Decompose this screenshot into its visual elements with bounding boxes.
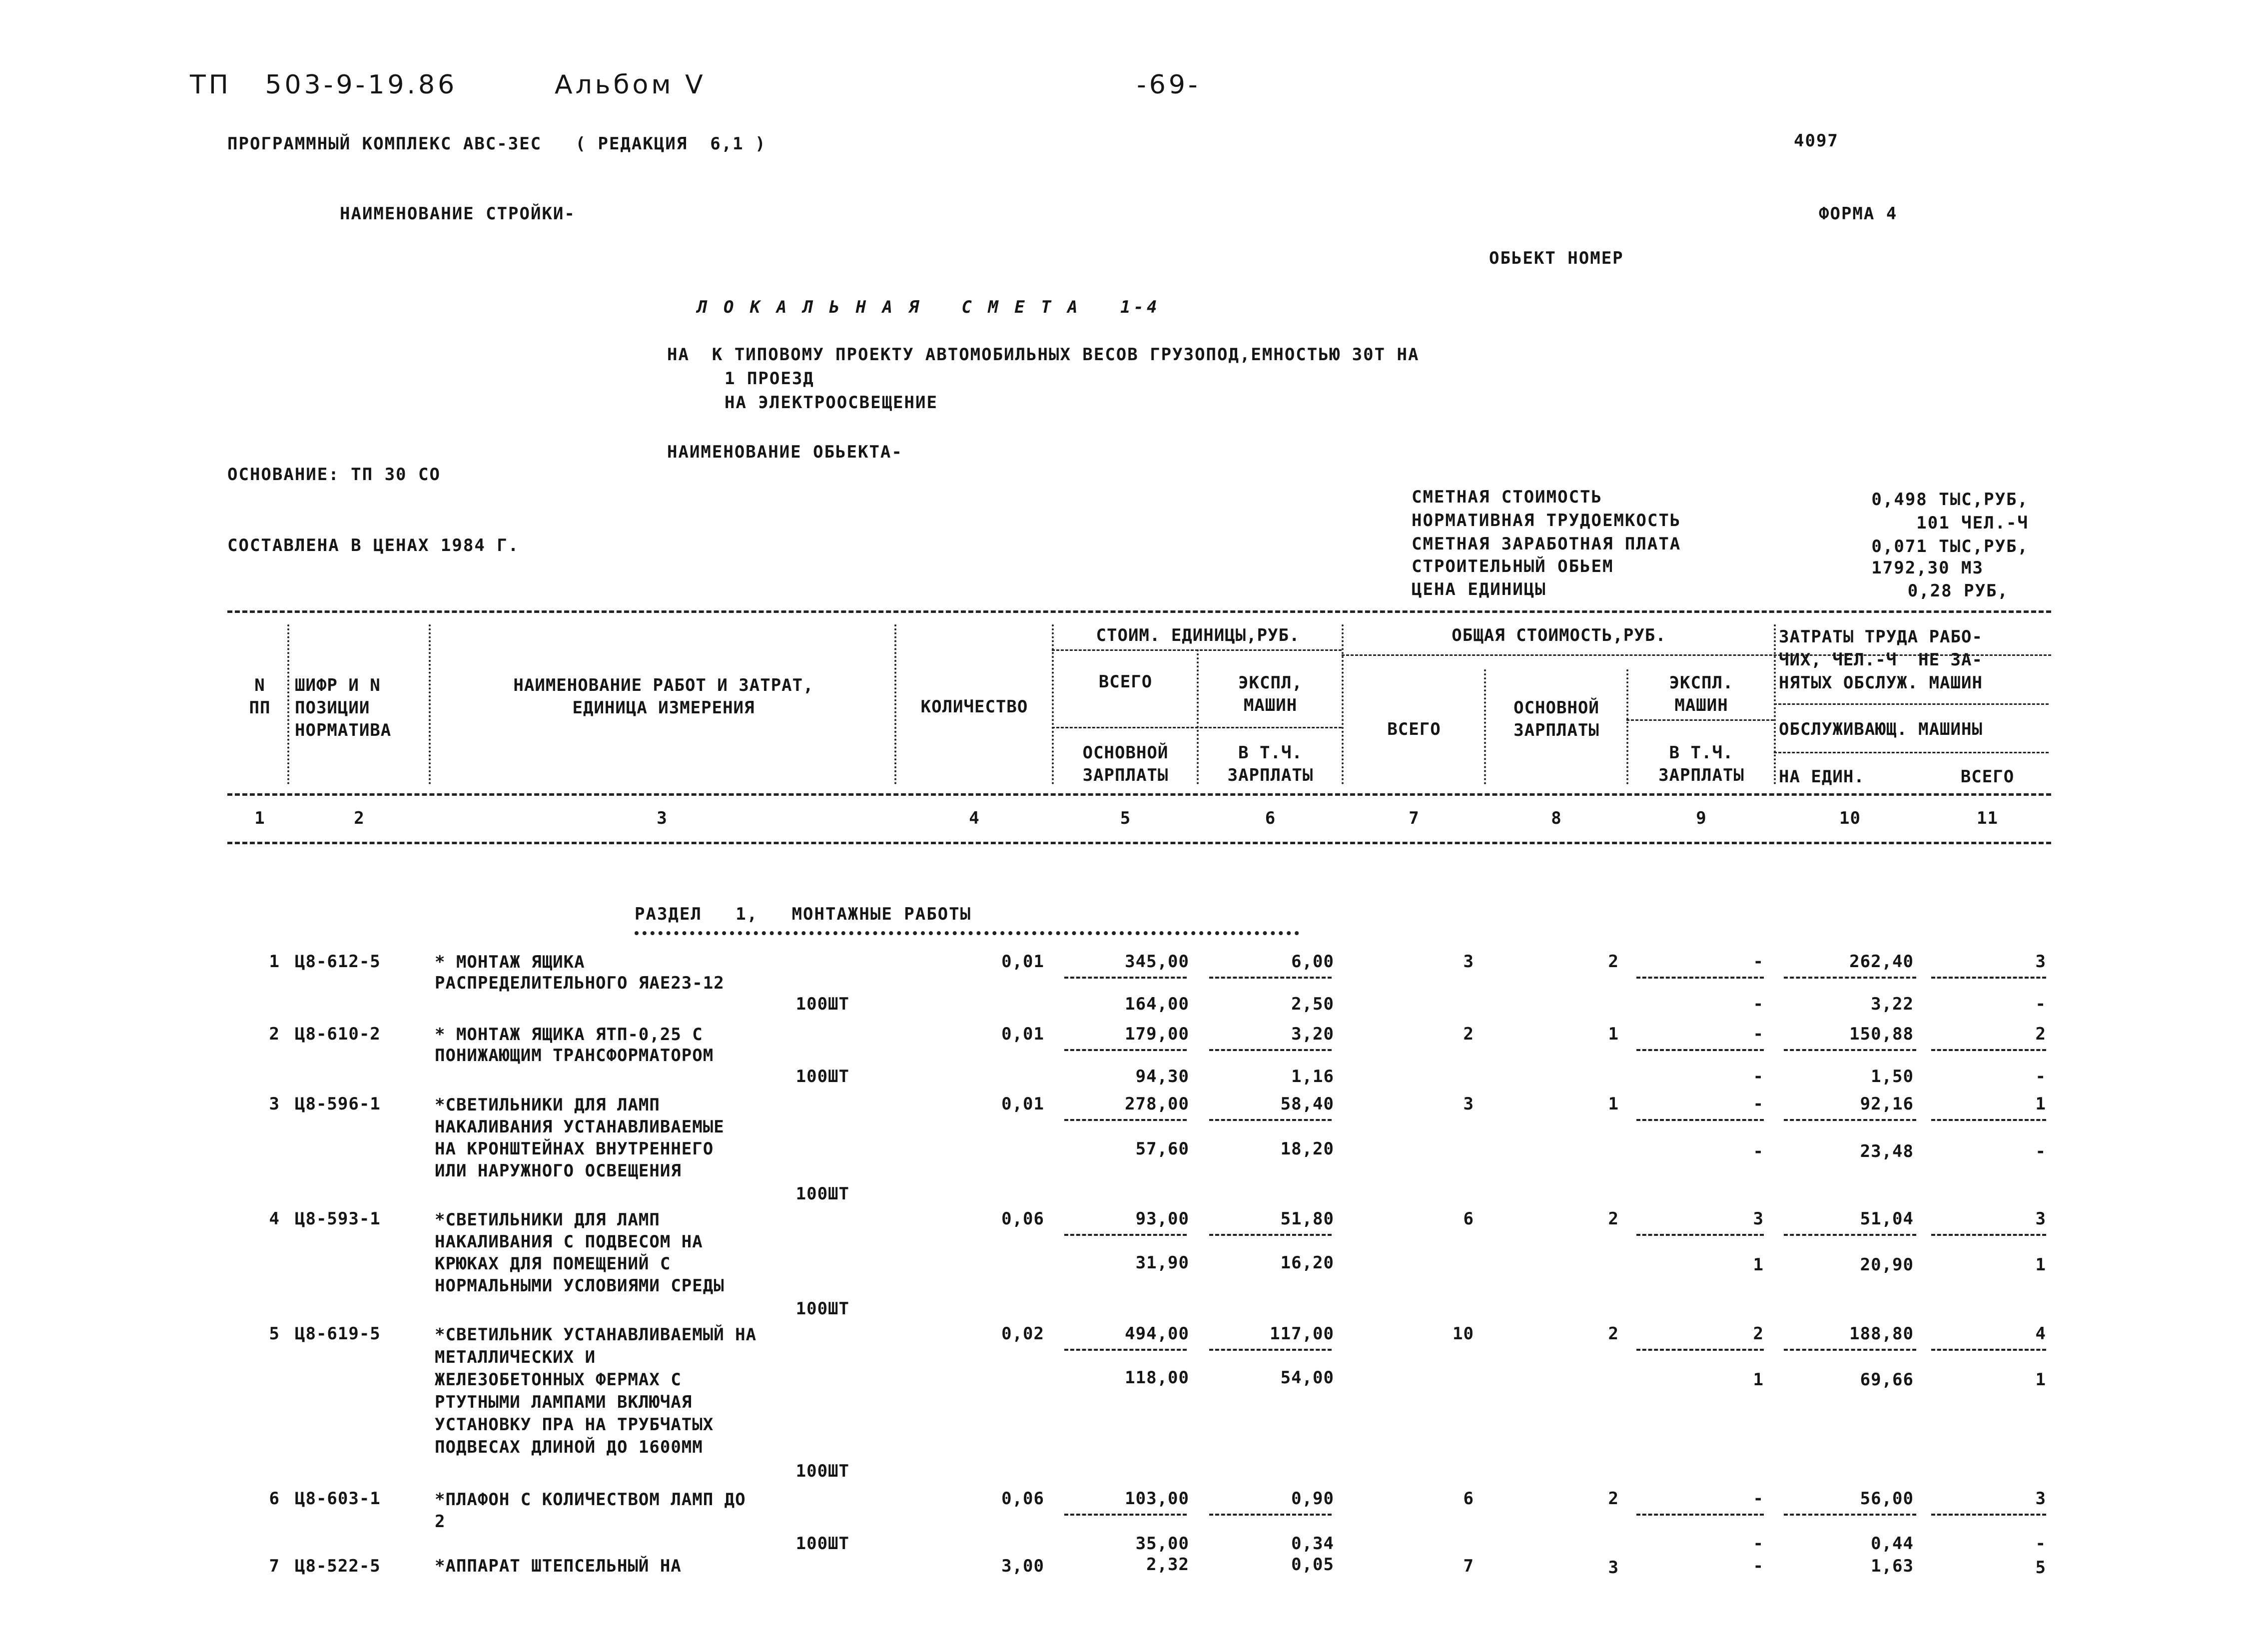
summary-label-unit-price: ЦЕНА ЕДИНИЦЫ <box>1412 579 1546 599</box>
row-unit: 100ШТ <box>795 1461 849 1481</box>
row-labor-total: 3 <box>2035 952 2046 972</box>
row-divider <box>1636 977 1764 979</box>
row-divider <box>1931 1049 2046 1051</box>
row-service-unit: 23,48 <box>1860 1141 1914 1161</box>
header-tc-total: ВСЕГО <box>1387 719 1441 739</box>
subtitle-line-1: НА К ТИПОВОМУ ПРОЕКТУ АВТОМОБИЛЬНЫХ ВЕСОВ ГРУЗОПОД,ЕМНОСТЬЮ 30Т НА <box>667 345 1420 365</box>
header-uc-total: ВСЕГО <box>1098 672 1153 692</box>
album-label: Альбом V <box>555 70 706 100</box>
row-tc-total: 6 <box>1463 1489 1474 1509</box>
header-unit-cost: СТОИМ. ЕДИНИЦЫ,РУБ. <box>1096 625 1300 645</box>
row-uc-mach-wage: 1,16 <box>1291 1067 1334 1087</box>
row-code: Ц8-596-1 <box>295 1094 381 1114</box>
sheet-code: 4097 <box>1794 131 1839 151</box>
row-tc-mach: - <box>1753 1489 1764 1509</box>
prices-line: СОСТАВЛЕНА В ЦЕНАХ 1984 Г. <box>227 536 520 555</box>
row-labor-total: 1 <box>2035 1094 2046 1114</box>
row-divider <box>1931 1514 2046 1516</box>
header-uc-mach: ЭКСПЛ, МАШИН <box>1238 673 1303 715</box>
row-uc-total: 93,00 <box>1135 1209 1189 1229</box>
row-uc-mach-wage: 54,00 <box>1280 1368 1334 1388</box>
row-unit: 100ШТ <box>795 994 849 1014</box>
summary-value-labor: 101 ЧЕЛ.-Ч <box>1916 513 2029 533</box>
row-uc-base: 31,90 <box>1135 1253 1189 1273</box>
row-service-unit: 0,44 <box>1871 1534 1914 1554</box>
row-name: *ПЛАФОН С КОЛИЧЕСТВОМ ЛАМП ДО 2 <box>435 1490 746 1532</box>
row-code: Ц8-593-1 <box>295 1209 381 1229</box>
row-divider <box>1636 1514 1764 1516</box>
row-tc-total: 6 <box>1463 1209 1474 1229</box>
row-divider <box>1209 977 1332 979</box>
row-labor-total: 3 <box>2035 1209 2046 1229</box>
row-labor-unit: 51,04 <box>1860 1209 1914 1229</box>
row-service-unit: 69,66 <box>1860 1370 1914 1390</box>
row-labor-unit: 262,40 <box>1849 952 1914 972</box>
form-label: ФОРМА 4 <box>1819 204 1898 224</box>
row-divider <box>1636 1349 1764 1351</box>
row-code: Ц8-603-1 <box>295 1489 381 1509</box>
summary-value-cost: 0,498 ТЫС,РУБ, <box>1871 490 2029 510</box>
row-uc-mach-wage: 2,50 <box>1291 994 1334 1014</box>
row-number: 2 <box>269 1024 280 1044</box>
row-divider <box>1784 1049 1916 1051</box>
row-uc-mach: 58,40 <box>1280 1094 1334 1114</box>
row-uc-mach-wage: 0,34 <box>1291 1534 1334 1554</box>
row-uc-mach-wage: 16,20 <box>1280 1253 1334 1273</box>
header-labor-unit: НА ЕДИН. <box>1779 767 1865 787</box>
row-labor-total: 3 <box>2035 1489 2046 1509</box>
row-uc-total: 278,00 <box>1125 1094 1189 1114</box>
row-name: *СВЕТИЛЬНИК УСТАНАВЛИВАЕМЫЙ НА МЕТАЛЛИЧЕСКИХ И ЖЕЛЕЗОБЕТОННЫХ ФЕРМАХ С РТУТНЫМИ ЛАМПАМИ ВКЛЮЧАЯ УСТАНОВКУ ПРА НА ТРУБЧАТЫХ ПОДВЕСАХ ДЛИНОЙ ДО 1600ММ <box>435 1325 757 1457</box>
row-tc-total: 2 <box>1463 1024 1474 1044</box>
row-divider <box>1784 1119 1916 1121</box>
column-number: 1 <box>254 808 265 828</box>
row-service-unit: 1,50 <box>1871 1067 1914 1087</box>
row-tc-base: 1 <box>1608 1094 1619 1114</box>
row-tc-total: 10 <box>1453 1324 1474 1344</box>
summary-value-wage: 0,071 ТЫС,РУБ, <box>1871 537 2029 556</box>
row-divider <box>1064 1049 1187 1051</box>
column-number: 8 <box>1551 808 1562 828</box>
row-divider <box>1784 1234 1916 1236</box>
column-divider <box>1197 649 1199 784</box>
row-tc-base: 2 <box>1608 1324 1619 1344</box>
row-tc-mach-wage: 1 <box>1753 1370 1764 1390</box>
document-title: Л О К А Л Ь Н А Я С М Е Т А 1-4 <box>697 297 1160 317</box>
row-divider <box>1209 1119 1332 1121</box>
header-sub-rule <box>1774 703 2049 705</box>
row-divider <box>1209 1049 1332 1051</box>
row-divider <box>1064 1119 1187 1121</box>
row-tc-mach: - <box>1753 952 1764 972</box>
stamp-code: ТП 503-9-19.86 <box>190 70 458 100</box>
row-divider <box>1931 1119 2046 1121</box>
row-code: Ц8-619-5 <box>295 1324 381 1344</box>
column-number: 11 <box>1977 808 1998 828</box>
basis-line: ОСНОВАНИЕ: ТП 30 СО <box>227 465 441 485</box>
row-qty: 0,06 <box>1001 1209 1044 1229</box>
row-qty: 3,00 <box>1001 1556 1044 1576</box>
header-labor-service: ОБСЛУЖИВАЮЩ. МАШИНЫ <box>1779 719 1983 739</box>
column-divider <box>1052 624 1054 784</box>
row-labor-unit: 56,00 <box>1860 1489 1914 1509</box>
row-number: 7 <box>269 1556 280 1576</box>
row-divider <box>1931 1349 2046 1351</box>
row-qty: 0,01 <box>1001 1094 1044 1114</box>
row-qty: 0,01 <box>1001 952 1044 972</box>
row-tc-base: 2 <box>1608 952 1619 972</box>
summary-label-labor: НОРМАТИВНАЯ ТРУДОЕМКОСТЬ <box>1412 511 1681 531</box>
row-uc-total: 494,00 <box>1125 1324 1189 1344</box>
row-service-total: 1 <box>2035 1370 2046 1390</box>
summary-label-wage: СМЕТНАЯ ЗАРАБОТНАЯ ПЛАТА <box>1412 534 1681 554</box>
column-number: 3 <box>657 808 668 828</box>
row-labor-total: 2 <box>2035 1024 2046 1044</box>
row-unit: 100ШТ <box>795 1067 849 1087</box>
header-sub-rule <box>1774 752 2049 753</box>
column-number: 10 <box>1839 808 1861 828</box>
row-tc-mach: - <box>1753 1556 1764 1576</box>
header-labor: ЗАТРАТЫ ТРУДА РАБО- ЧИХ, ЧЕЛ.-Ч НЕ ЗА- НЯТЫХ ОБСЛУЖ. МАШИН <box>1779 627 1983 693</box>
row-labor-unit: 188,80 <box>1849 1324 1914 1344</box>
header-n-pp: N ПП <box>249 675 271 718</box>
row-qty: 0,01 <box>1001 1024 1044 1044</box>
column-divider <box>1626 669 1628 784</box>
row-uc-base: 164,00 <box>1125 994 1189 1014</box>
row-uc-base: 57,60 <box>1135 1139 1189 1159</box>
row-uc-total: 2,32 <box>1146 1555 1189 1575</box>
row-labor-total: 5 <box>2035 1558 2046 1578</box>
row-name: * МОНТАЖ ЯЩИКА ЯТП-0,25 С ПОНИЖАЮЩИМ ТРАНСФОРМАТОРОМ <box>435 1025 714 1066</box>
summary-value-unit-price: 0,28 РУБ, <box>1907 581 2009 601</box>
row-tc-total: 7 <box>1463 1556 1474 1576</box>
object-number-label: ОБЬЕКТ НОМЕР <box>1489 248 1624 268</box>
column-divider <box>894 624 896 784</box>
row-divider <box>1636 1049 1764 1051</box>
header-sub-rule <box>1052 727 1342 728</box>
row-tc-mach: - <box>1753 1024 1764 1044</box>
row-tc-mach-wage: - <box>1753 1534 1764 1554</box>
row-labor-unit: 150,88 <box>1849 1024 1914 1044</box>
row-tc-mach-wage: - <box>1753 1141 1764 1161</box>
row-code: Ц8-610-2 <box>295 1024 381 1044</box>
row-tc-total: 3 <box>1463 1094 1474 1114</box>
row-uc-mach: 0,05 <box>1291 1555 1334 1575</box>
row-uc-mach: 117,00 <box>1270 1324 1334 1344</box>
section-underline <box>635 931 1299 935</box>
section-title: РАЗДЕЛ 1, МОНТАЖНЫЕ РАБОТЫ <box>635 904 972 924</box>
row-divider <box>1064 1514 1187 1516</box>
row-divider <box>1636 1119 1764 1121</box>
row-divider <box>1784 1514 1916 1516</box>
summary-label-volume: СТРОИТЕЛЬНЫЙ ОБЬЕМ <box>1412 556 1614 576</box>
row-uc-base: 35,00 <box>1135 1534 1189 1554</box>
row-divider <box>1636 1234 1764 1236</box>
row-code: Ц8-612-5 <box>295 952 381 972</box>
page-number: -69- <box>1137 70 1201 100</box>
row-divider <box>1209 1349 1332 1351</box>
row-uc-mach: 0,90 <box>1291 1489 1334 1509</box>
header-uc-mach-wage: В Т.Ч. ЗАРПЛАТЫ <box>1227 743 1314 785</box>
row-qty: 0,02 <box>1001 1324 1044 1344</box>
row-labor-total: 4 <box>2035 1324 2046 1344</box>
row-divider <box>1064 977 1187 979</box>
summary-value-volume: 1792,30 М3 <box>1871 558 1984 578</box>
column-number: 7 <box>1409 808 1420 828</box>
row-service-total: - <box>2035 1534 2046 1554</box>
column-divider <box>287 624 289 784</box>
column-number: 5 <box>1120 808 1131 828</box>
row-unit: 100ШТ <box>795 1534 849 1554</box>
header-total-cost: ОБЩАЯ СТОИМОСТЬ,РУБ. <box>1452 625 1666 645</box>
header-sub-rule <box>1052 649 1342 651</box>
row-service-unit: 20,90 <box>1860 1255 1914 1275</box>
summary-label-cost: СМЕТНАЯ СТОИМОСТЬ <box>1412 487 1602 507</box>
row-unit: 100ШТ <box>795 1299 849 1319</box>
row-tc-mach: 3 <box>1753 1209 1764 1229</box>
row-uc-mach: 51,80 <box>1280 1209 1334 1229</box>
row-uc-base: 118,00 <box>1125 1368 1189 1388</box>
column-number: 9 <box>1696 808 1707 828</box>
row-uc-base: 94,30 <box>1135 1067 1189 1087</box>
row-divider <box>1064 1234 1187 1236</box>
row-tc-mach: 2 <box>1753 1324 1764 1344</box>
row-unit: 100ШТ <box>795 1184 849 1204</box>
row-tc-mach-wage: 1 <box>1753 1255 1764 1275</box>
object-name-label: НАИМЕНОВАНИЕ ОБЬЕКТА- <box>667 442 903 462</box>
row-uc-mach: 6,00 <box>1291 952 1334 972</box>
column-number: 2 <box>354 808 365 828</box>
row-divider <box>1209 1234 1332 1236</box>
row-divider <box>1931 977 2046 979</box>
row-divider <box>1064 1349 1187 1351</box>
software-line: ПРОГРАММНЫЙ КОМПЛЕКС АВС-ЗЕС ( РЕДАКЦИЯ 6,1 ) <box>227 134 766 154</box>
header-uc-base: ОСНОВНОЙ ЗАРПЛАТЫ <box>1082 743 1169 785</box>
row-divider <box>1784 977 1916 979</box>
row-divider <box>1209 1514 1332 1516</box>
row-tc-mach: - <box>1753 1094 1764 1114</box>
row-number: 3 <box>269 1094 280 1114</box>
row-uc-mach: 3,20 <box>1291 1024 1334 1044</box>
row-divider <box>1784 1349 1916 1351</box>
row-name: *СВЕТИЛЬНИКИ ДЛЯ ЛАМП НАКАЛИВАНИЯ С ПОДВЕСОМ НА КРЮКАХ ДЛЯ ПОМЕЩЕНИЙ С НОРМАЛЬНЫМИ УСЛОВИЯМИ СРЕДЫ <box>435 1210 725 1296</box>
row-divider <box>1931 1234 2046 1236</box>
row-tc-mach-wage: - <box>1753 994 1764 1014</box>
row-number: 1 <box>269 952 280 972</box>
row-tc-base: 1 <box>1608 1024 1619 1044</box>
row-service-total: - <box>2035 1067 2046 1087</box>
row-number: 6 <box>269 1489 280 1509</box>
header-sub-rule <box>1626 719 1774 721</box>
table-top-rule <box>227 610 2051 613</box>
row-service-total: 1 <box>2035 1255 2046 1275</box>
row-uc-total: 345,00 <box>1125 952 1189 972</box>
column-divider <box>1342 624 1344 784</box>
row-service-total: - <box>2035 1141 2046 1161</box>
row-number: 5 <box>269 1324 280 1344</box>
subtitle-line-2: 1 ПРОЕЗД <box>725 369 814 389</box>
column-number: 6 <box>1265 808 1276 828</box>
table-numbers-rule <box>227 842 2051 844</box>
row-number: 4 <box>269 1209 280 1229</box>
row-uc-total: 179,00 <box>1125 1024 1189 1044</box>
header-tc-base: ОСНОВНОЙ ЗАРПЛАТЫ <box>1513 698 1599 740</box>
column-number: 4 <box>969 808 980 828</box>
construction-name-label: НАИМЕНОВАНИЕ СТРОЙКИ- <box>340 204 576 224</box>
column-divider <box>429 624 431 784</box>
subtitle-line-3: НА ЭЛЕКТРООСВЕЩЕНИЕ <box>725 393 938 413</box>
row-tc-base: 2 <box>1608 1209 1619 1229</box>
header-labor-total: ВСЕГО <box>1960 767 2015 787</box>
row-code: Ц8-522-5 <box>295 1556 381 1576</box>
row-service-total: - <box>2035 994 2046 1014</box>
row-labor-unit: 1,63 <box>1871 1556 1914 1576</box>
row-tc-base: 2 <box>1608 1489 1619 1509</box>
row-name: *СВЕТИЛЬНИКИ ДЛЯ ЛАМП НАКАЛИВАНИЯ УСТАНАВЛИВАЕМЫЕ НА КРОНШТЕЙНАХ ВНУТРЕННЕГО ИЛИ НАРУЖНОГО ОСВЕЩЕНИЯ <box>435 1095 725 1181</box>
header-code: ШИФР И N ПОЗИЦИИ НОРМАТИВА <box>295 675 392 740</box>
row-tc-base: 3 <box>1608 1558 1619 1578</box>
column-divider <box>1484 669 1486 784</box>
row-name: * МОНТАЖ ЯЩИКА РАСПРЕДЕЛИТЕЛЬНОГО ЯАЕ23-12 <box>435 952 725 993</box>
row-qty: 0,06 <box>1001 1489 1044 1509</box>
header-name: НАИМЕНОВАНИЕ РАБОТ И ЗАТРАТ, ЕДИНИЦА ИЗМЕРЕНИЯ <box>513 675 814 718</box>
row-tc-total: 3 <box>1463 952 1474 972</box>
row-name: *АППАРАТ ШТЕПСЕЛЬНЫЙ НА <box>435 1556 682 1576</box>
row-uc-mach-wage: 18,20 <box>1280 1139 1334 1159</box>
row-service-unit: 3,22 <box>1871 994 1914 1014</box>
row-uc-total: 103,00 <box>1125 1489 1189 1509</box>
row-labor-unit: 92,16 <box>1860 1094 1914 1114</box>
header-qty: КОЛИЧЕСТВО <box>920 697 1028 717</box>
header-bottom-rule <box>227 793 2051 796</box>
header-tc-mach-wage: В Т.Ч. ЗАРПЛАТЫ <box>1658 743 1744 785</box>
header-tc-mach: ЭКСПЛ. МАШИН <box>1669 673 1734 715</box>
row-tc-mach-wage: - <box>1753 1067 1764 1087</box>
